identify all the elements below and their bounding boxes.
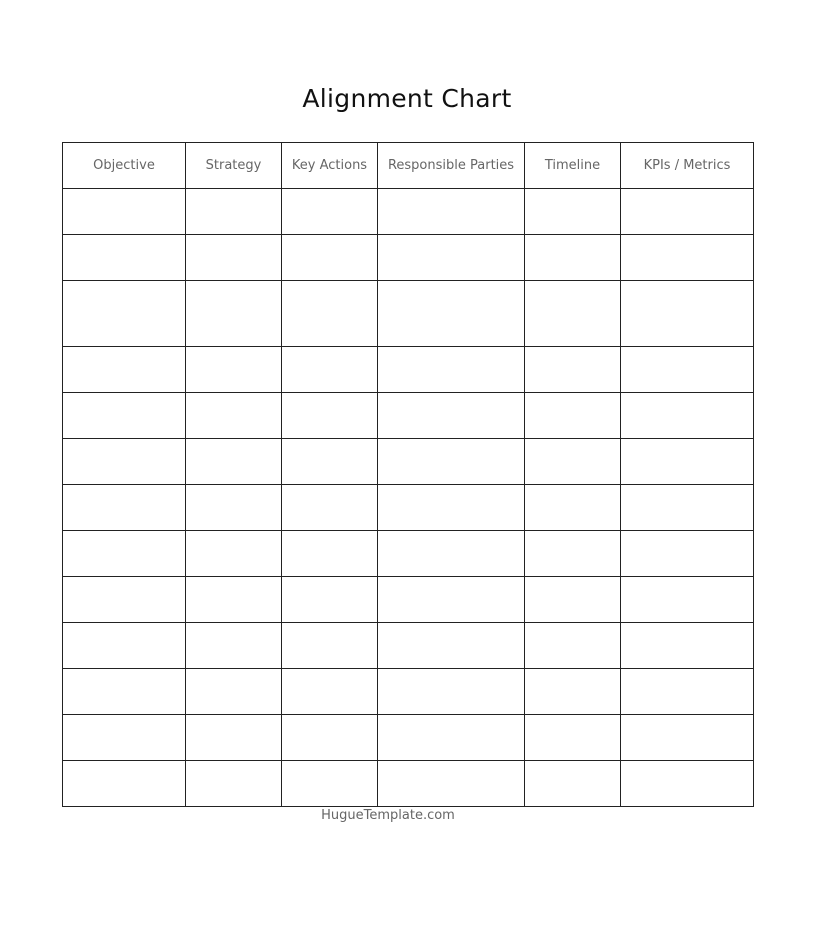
table-cell[interactable]: [186, 485, 282, 531]
table-row: [63, 189, 754, 235]
table-cell[interactable]: [525, 761, 621, 807]
table-cell[interactable]: [63, 577, 186, 623]
table-cell[interactable]: [621, 577, 754, 623]
table-cell[interactable]: [621, 623, 754, 669]
table-cell[interactable]: [63, 623, 186, 669]
table-cell[interactable]: [186, 393, 282, 439]
table-cell[interactable]: [378, 623, 525, 669]
table-body: [63, 189, 754, 807]
table-row: [63, 577, 754, 623]
table-cell[interactable]: [525, 623, 621, 669]
table-cell[interactable]: [186, 669, 282, 715]
table-cell[interactable]: [378, 235, 525, 281]
table-row: [63, 761, 754, 807]
table-cell[interactable]: [378, 715, 525, 761]
table-cell[interactable]: [282, 623, 378, 669]
table-cell[interactable]: [621, 485, 754, 531]
table-cell[interactable]: [186, 623, 282, 669]
footer-credit: HugueTemplate.com: [321, 808, 455, 823]
table-cell[interactable]: [186, 577, 282, 623]
table-row: [63, 531, 754, 577]
table-cell[interactable]: [621, 761, 754, 807]
table-cell[interactable]: [282, 189, 378, 235]
table-cell[interactable]: [63, 669, 186, 715]
table-cell[interactable]: [525, 347, 621, 393]
table-cell[interactable]: [378, 577, 525, 623]
table-cell[interactable]: [63, 439, 186, 485]
table-cell[interactable]: [621, 347, 754, 393]
table-cell[interactable]: [378, 281, 525, 347]
table-cell[interactable]: [282, 235, 378, 281]
table-cell[interactable]: [63, 485, 186, 531]
table-cell[interactable]: [282, 715, 378, 761]
table-cell[interactable]: [63, 393, 186, 439]
table-row: [63, 393, 754, 439]
page-title: Alignment Chart: [302, 84, 512, 113]
table-cell[interactable]: [282, 577, 378, 623]
table-cell[interactable]: [525, 669, 621, 715]
table-cell[interactable]: [378, 669, 525, 715]
table-cell[interactable]: [621, 189, 754, 235]
column-header-strategy: Strategy: [186, 143, 282, 189]
table-cell[interactable]: [378, 485, 525, 531]
table-row: [63, 439, 754, 485]
column-header-kpis-metrics: KPIs / Metrics: [621, 143, 754, 189]
table-cell[interactable]: [525, 715, 621, 761]
table-cell[interactable]: [378, 531, 525, 577]
column-header-objective: Objective: [63, 143, 186, 189]
table-row: [63, 485, 754, 531]
table-row: [63, 623, 754, 669]
table-cell[interactable]: [621, 531, 754, 577]
table-row: [63, 281, 754, 347]
table-cell[interactable]: [621, 439, 754, 485]
table-row: [63, 715, 754, 761]
table-cell[interactable]: [621, 281, 754, 347]
table-row: [63, 669, 754, 715]
table-cell[interactable]: [282, 669, 378, 715]
table-cell[interactable]: [621, 393, 754, 439]
table-cell[interactable]: [186, 531, 282, 577]
table-cell[interactable]: [525, 235, 621, 281]
table-row: [63, 235, 754, 281]
table-cell[interactable]: [186, 235, 282, 281]
table-cell[interactable]: [621, 715, 754, 761]
table-cell[interactable]: [282, 439, 378, 485]
table-cell[interactable]: [63, 761, 186, 807]
table-cell[interactable]: [525, 485, 621, 531]
column-header-responsible-parties: Responsible Parties: [378, 143, 525, 189]
alignment-table: [62, 142, 754, 807]
table-cell[interactable]: [63, 531, 186, 577]
table-cell[interactable]: [282, 281, 378, 347]
table-cell[interactable]: [378, 347, 525, 393]
table-cell[interactable]: [63, 347, 186, 393]
table-cell[interactable]: [525, 393, 621, 439]
table-cell[interactable]: [282, 531, 378, 577]
table-cell[interactable]: [63, 715, 186, 761]
table-cell[interactable]: [282, 761, 378, 807]
column-header-timeline: Timeline: [525, 143, 621, 189]
table-cell[interactable]: [525, 577, 621, 623]
table-cell[interactable]: [186, 761, 282, 807]
table-cell[interactable]: [282, 393, 378, 439]
table-cell[interactable]: [186, 281, 282, 347]
table-cell[interactable]: [282, 485, 378, 531]
table-cell[interactable]: [63, 281, 186, 347]
header-row: [63, 143, 754, 189]
table-cell[interactable]: [525, 189, 621, 235]
table-cell[interactable]: [186, 189, 282, 235]
table-cell[interactable]: [525, 281, 621, 347]
table-cell[interactable]: [186, 439, 282, 485]
table-row: [63, 347, 754, 393]
table-cell[interactable]: [378, 761, 525, 807]
table-cell[interactable]: [186, 715, 282, 761]
table-cell[interactable]: [63, 235, 186, 281]
table-cell[interactable]: [525, 439, 621, 485]
table-cell[interactable]: [63, 189, 186, 235]
table-cell[interactable]: [621, 669, 754, 715]
table-cell[interactable]: [378, 393, 525, 439]
table-cell[interactable]: [186, 347, 282, 393]
table-cell[interactable]: [282, 347, 378, 393]
column-header-key-actions: Key Actions: [282, 143, 378, 189]
table-cell[interactable]: [378, 439, 525, 485]
table-cell[interactable]: [378, 189, 525, 235]
table-cell[interactable]: [525, 531, 621, 577]
table-cell[interactable]: [621, 235, 754, 281]
